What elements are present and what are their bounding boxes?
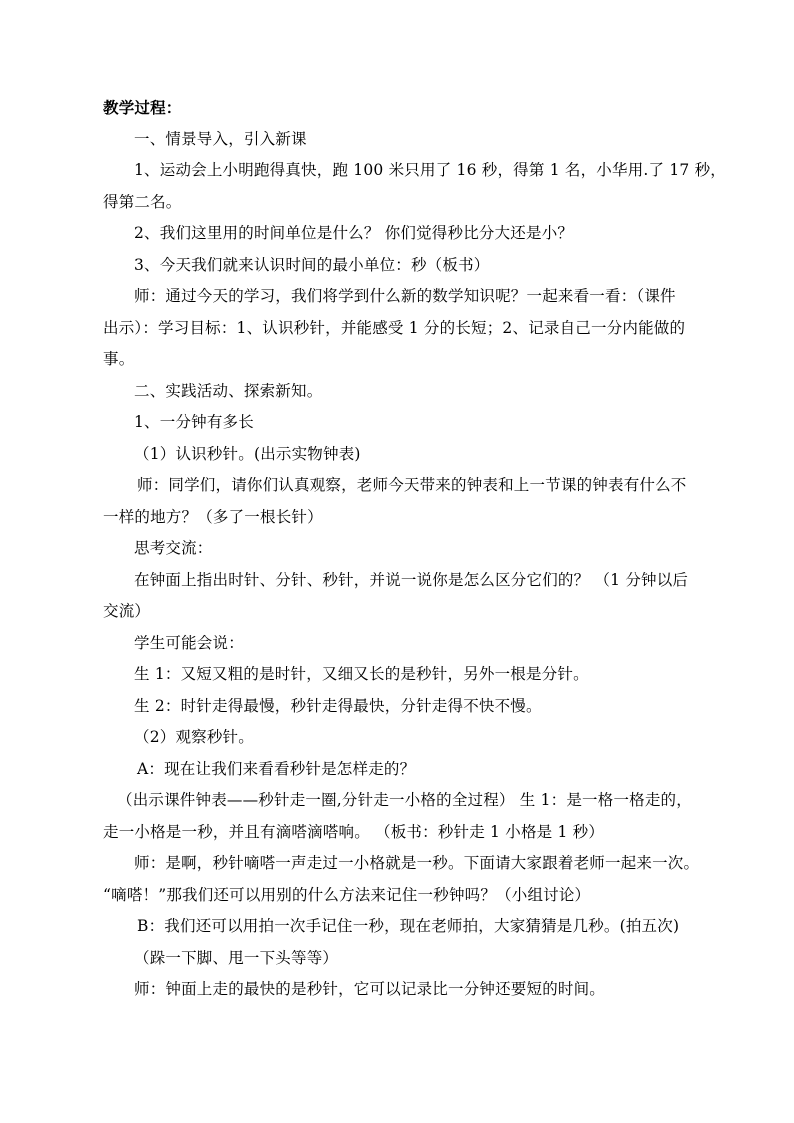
text-line: （1）认识秒针。(出示实物钟表) (134, 444, 361, 463)
text-line: 师：钟面上走的最快的是秒针，它可以记录比一分钟还要短的时间。 (134, 980, 606, 998)
document-body (103, 92, 726, 1006)
text-line: A：现在让我们来看看秒针是怎样走的？ (137, 759, 416, 778)
text-line: 一、情景导入，引入新课 (134, 129, 307, 148)
text-line: 出示）：学习目标：1、认识秒针，并能感受 1 分的长短；2、记录自己一分内能做的 (103, 318, 686, 337)
text-line: 一样的地方？（多了一根长针） (103, 507, 323, 526)
text-line: （2）观察秒针。 (134, 728, 254, 746)
text-line: 在钟面上指出时针、分针、秒针，并说一说你是怎么区分它们的？ （1 分钟以后 (134, 570, 689, 589)
text-line: 生 1：又短又粗的是时针，又细又长的是秒针，另外一根是分针。 (134, 665, 589, 683)
text-line: 学生可能会说： (134, 633, 244, 652)
text-line: 事。 (103, 350, 135, 368)
text-line: 得第二名。 (103, 192, 182, 211)
text-line: 师：通过今天的学习，我们将学到什么新的数学知识呢？一起来看一看：（课件 (134, 287, 676, 305)
text-line: 1、运动会上小明跑得真快，跑 100 米只用了 16 秒，得第 1 名，小华用.了 17 秒， (134, 161, 726, 179)
text-line: 2、我们这里用的时间单位是什么？ 你们觉得秒比分大还是小？ (134, 224, 574, 242)
text-line: 二、实践活动、探索新知。 (134, 381, 323, 400)
text-line: （出示课件钟表——秒针走一圈,分针走一小格的全过程） 生 1：是一格一格走的， (117, 791, 692, 809)
text-line: 师：同学们，请你们认真观察，老师今天带来的钟表和上一节课的钟表有什么不 (137, 476, 687, 494)
text-line: “嘀嗒！”那我们还可以用别的什么方法来记住一秒钟吗？（小组讨论） (103, 885, 591, 904)
text-line: B：我们还可以用拍一次手记住一秒，现在老师拍，大家猜猜是几秒。(拍五次) (137, 917, 680, 935)
section-heading: 教学过程： (103, 98, 182, 117)
text-line: 3、今天我们就来认识时间的最小单位：秒（板书） (134, 255, 490, 274)
text-line: 思考交流： (134, 539, 213, 557)
text-line: 1、一分钟有多长 (134, 413, 254, 431)
text-line: 师：是啊，秒针嘀嗒一声走过一小格就是一秒。下面请大家跟着老师一起来一次。 (134, 854, 700, 872)
text-line: 交流） (103, 602, 151, 620)
text-line: （跺一下脚、甩一下头等等） (134, 948, 339, 967)
text-line: 走一小格是一秒，并且有滴嗒滴嗒响。 （板书：秒针走 1 小格是 1 秒） (103, 822, 605, 841)
paragraph-lines (103, 124, 726, 1006)
text-line: 生 2：时针走得最慢，秒针走得最快，分针走得不快不慢。 (134, 696, 542, 715)
